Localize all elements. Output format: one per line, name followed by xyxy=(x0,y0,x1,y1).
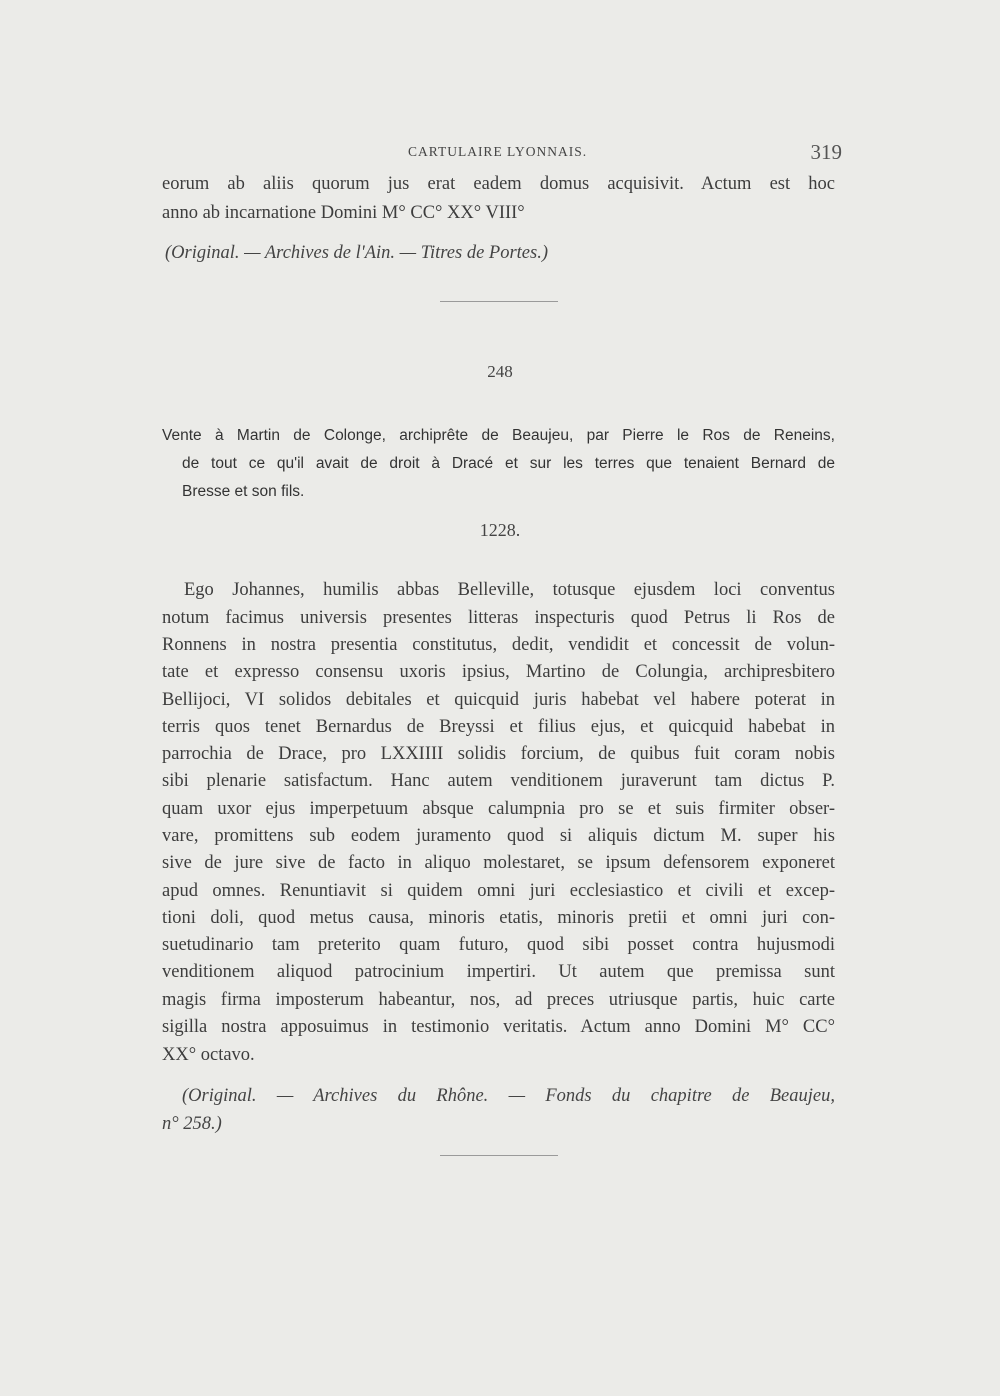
charter-text-line: Ego Johannes, humilis abbas Belleville, totusque ejusdem loci conventus xyxy=(184,580,835,600)
charter-date: 1228. xyxy=(479,520,521,540)
section-divider xyxy=(440,1155,558,1156)
charter-number: 248 xyxy=(487,362,513,381)
charter-text-line: sigilla nostra apposuimus in testimonio veritatis. Actum anno Domini M° CC° xyxy=(162,1017,835,1037)
charter-text-line: notum facimus universis presentes litteras inspecturis quod Petrus li Ros de xyxy=(162,608,835,628)
continuation-line: anno ab incarnatione Domini M° CC° XX° VIII° xyxy=(162,203,525,223)
charter-text-line: vare, promittens sub eodem juramento quod si aliquis dictum M. super his xyxy=(162,826,835,846)
charter-text-line: quam uxor ejus imperpetuum absque calumpnia pro se et suis firmiter obser- xyxy=(162,799,835,819)
charter-text-line: parrochia de Drace, pro LXXIIII solidis forcium, de quibus fuit coram nobis xyxy=(162,744,835,764)
charter-text-line: tate et expresso consensu uxoris ipsius, Martino de Colungia, archipresbitero xyxy=(162,662,835,682)
source-citation: (Original. — Archives de l'Ain. — Titres de Portes.) xyxy=(165,243,549,263)
charter-summary-line: Vente à Martin de Colonge, archiprête de Beaujeu, par Pierre le Ros de Reneins, xyxy=(162,427,835,444)
page-number: 319 xyxy=(810,140,842,164)
charter-summary-line: de tout ce qu'il avait de droit à Dracé et sur les terres que tenaient Bernard de xyxy=(182,455,835,472)
charter-text-line: venditionem aliquod patrocinium impertiri. Ut autem que premissa sunt xyxy=(162,962,835,982)
charter-text-line: XX° octavo. xyxy=(162,1045,255,1065)
charter-text-line: Ronnens in nostra presentia constitutus, dedit, vendidit et concessit de volun- xyxy=(162,635,835,655)
charter-summary-line: Bresse et son fils. xyxy=(182,483,305,500)
charter-text-line: apud omnes. Renuntiavit si quidem omni juri ecclesiastico et civili et excep- xyxy=(162,881,835,901)
section-divider xyxy=(440,301,558,302)
charter-text-line: magis firma imposterum habeantur, nos, ad preces utriusque partis, huic carte xyxy=(162,990,835,1010)
charter-text-line: suetudinario tam preterito quam futuro, quod sibi posset contra hujusmodi xyxy=(162,935,835,955)
charter-text-line: Bellijoci, VI solidos debitales et quicquid juris habebat vel habere poterat in xyxy=(162,690,835,710)
charter-text-line: sive de jure sive de facto in aliquo molestaret, se ipsum defensorem exponeret xyxy=(162,853,835,873)
source-citation: (Original. — Archives du Rhône. — Fonds du chapitre de Beaujeu, xyxy=(182,1086,835,1106)
charter-text-line: sibi plenarie satisfactum. Hanc autem venditionem juraverunt tam dictus P. xyxy=(162,771,835,791)
charter-text-line: terris quos tenet Bernardus de Breyssi et filius ejus, et quicquid habebat in xyxy=(162,717,835,737)
continuation-line: eorum ab aliis quorum jus erat eadem domus acquisivit. Actum est hoc xyxy=(162,174,835,194)
source-citation: n° 258.) xyxy=(162,1114,222,1134)
charter-text-line: tioni doli, quod metus causa, minoris etatis, minoris pretii et omni juri con- xyxy=(162,908,835,928)
page-header xyxy=(162,140,842,170)
running-title: CARTULAIRE LYONNAIS. xyxy=(408,144,588,159)
